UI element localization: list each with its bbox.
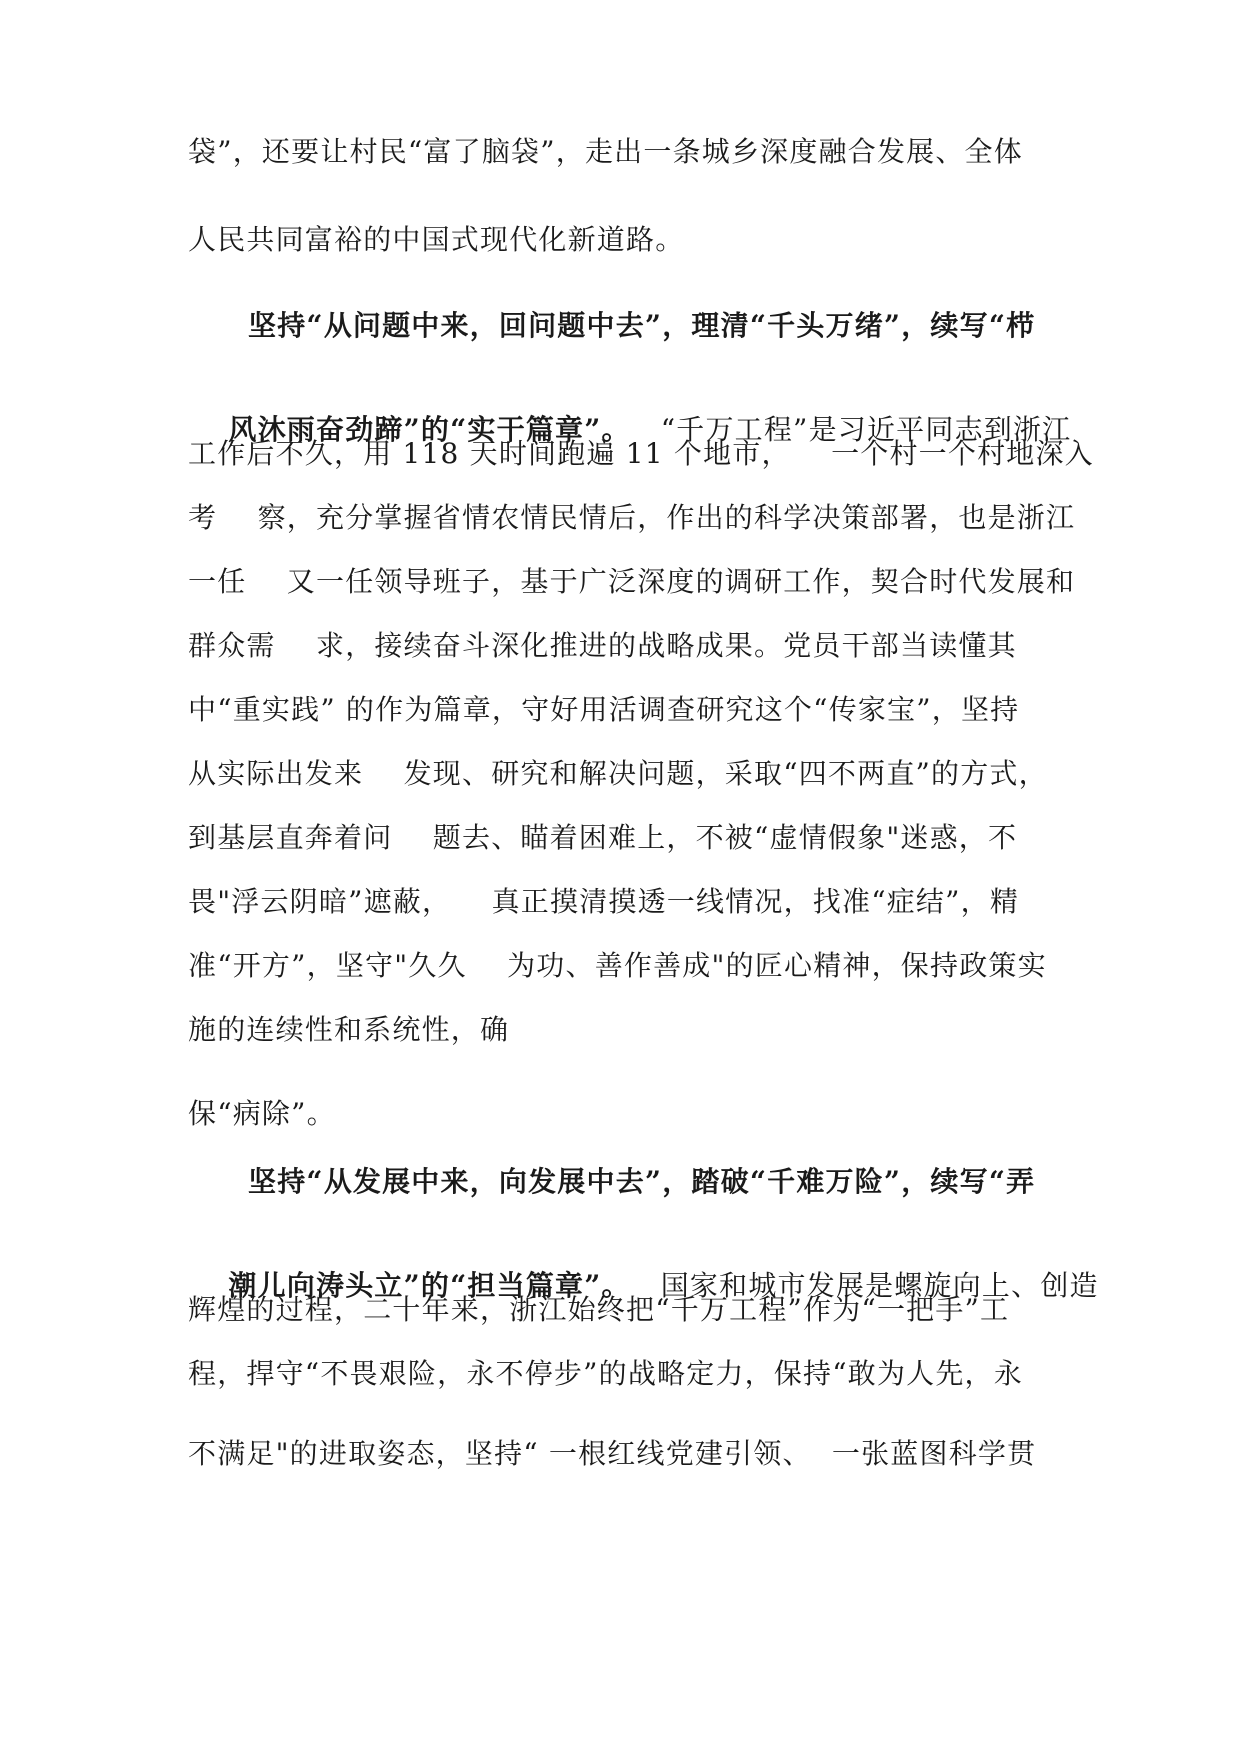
section-heading-end: 潮儿向涛头立”的“担当篇章”。 (228, 1269, 631, 1302)
text-line: 从实际出发来 发现、研究和解决问题，采取“四不两直”的方式， (188, 757, 1048, 790)
text-span: “千万工程”是习近平同志到浙江 (660, 413, 1072, 446)
text-line: 准“开方”，坚守"久久 为功、善作善成"的匠心精神，保持政策实 (188, 949, 1047, 982)
text-line: 畏"浮云阴暗”遮蔽， 真正摸清摸透一线情况，找准“症结”，精 (188, 885, 1020, 918)
text-line: 群众需 求，接续奋斗深化推进的战略成果。党员干部当读懂其 (188, 629, 1017, 662)
text-line: 一任 又一任领导班子，基于广泛深度的调研工作，契合时代发展和 (188, 565, 1076, 598)
section-heading-end: 风沐雨奋劲蹄”的“实干篇章”。 (228, 413, 631, 446)
text-line: 保“病除”。 (188, 1097, 336, 1130)
text-line: 不满足"的进取姿态，坚持“ 一根红线党建引领、 一张蓝图科学贯 (188, 1437, 1037, 1470)
text-line: 考 察，充分掌握省情农情民情后，作出的科学决策部署，也是浙江 (188, 501, 1076, 534)
text-line: 工作后不久，用 118 天时间跑遍 11 个地市， 一个村一个村地深入 (188, 437, 1094, 470)
text-line: 辉煌的过程，二十年来，浙江始终把“千万工程”作为“一把手”工 (188, 1293, 1010, 1326)
text-line: 施的连续性和系统性，确 (188, 1013, 510, 1046)
text-line: 袋”，还要让村民“富了脑袋”，走出一条城乡深度融合发展、全体 (188, 135, 1023, 168)
text-line: 人民共同富裕的中国式现代化新道路。 (188, 223, 685, 256)
text-line: 到基层直奔着问 题去、瞄着困难上，不被“虚情假象"迷惑，不 (188, 821, 1018, 854)
text-line: 程，捍守“不畏艰险，永不停步”的战略定力，保持“敢为人先，永 (188, 1357, 1023, 1390)
section-heading: 坚持“从发展中来，向发展中去”，踏破“千难万险”，续写“弄 (248, 1165, 1036, 1198)
section-heading: 坚持“从问题中来，回问题中去”，理清“千头万绪”，续写“栉 (248, 309, 1036, 342)
text-span: 国家和城市发展是螺旋向上、创造 (660, 1269, 1099, 1302)
text-line: 中“重实践” 的作为篇章，守好用活调查研究这个“传家宝”，坚持 (188, 693, 1020, 726)
